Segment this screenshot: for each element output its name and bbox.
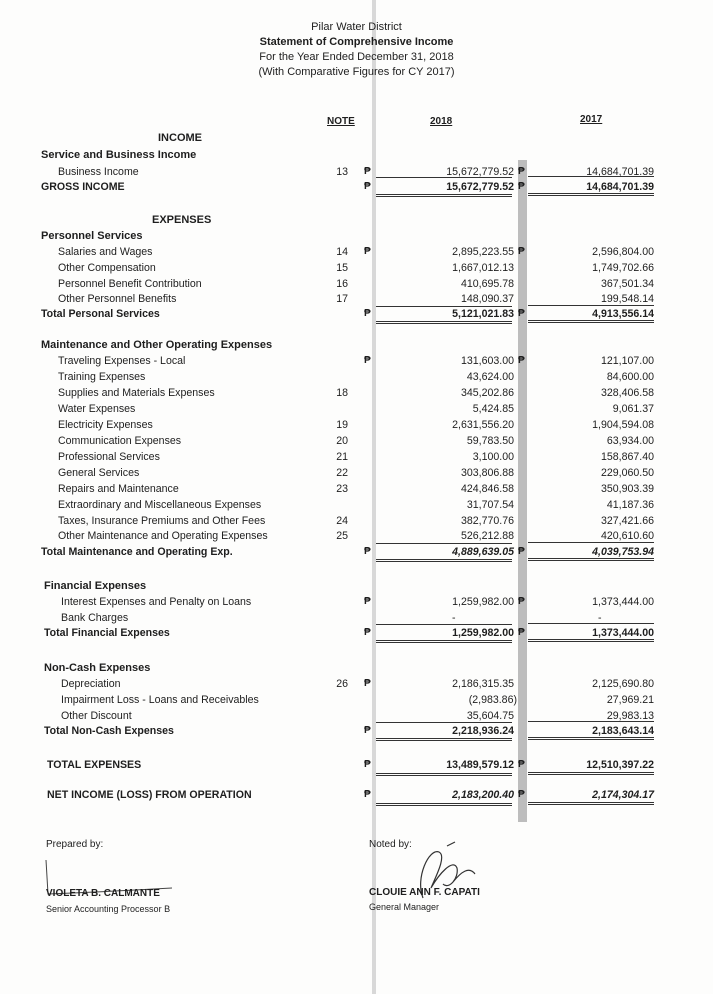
value-2017: 2,125,690.80 — [592, 678, 654, 690]
value-2017: 2,183,643.14 — [592, 725, 654, 737]
prepared-by-title: Senior Accounting Processor B — [46, 904, 171, 914]
peso-sign: ₱ — [364, 246, 371, 257]
row-label: Other Maintenance and Operating Expenses — [58, 530, 268, 542]
value-2017: 229,060.50 — [600, 467, 654, 479]
value-2018: (2,983.86) — [468, 694, 517, 706]
value-2017: 84,600.00 — [606, 371, 654, 383]
row-note: 16 — [336, 278, 348, 290]
value-2017: 4,913,556.14 — [592, 308, 654, 320]
table-row — [0, 262, 713, 277]
double-underline — [528, 193, 654, 196]
peso-sign: ₱ — [364, 759, 371, 770]
peso-sign: ₱ — [364, 166, 371, 177]
peso-sign: ₱ — [518, 759, 525, 770]
table-row — [0, 467, 713, 482]
statement-period: For the Year Ended December 31, 2018 — [259, 51, 454, 63]
value-2018: 4,889,639.05 — [452, 546, 514, 558]
underline — [376, 722, 512, 723]
value-2018: 148,090.37 — [460, 293, 514, 305]
table-row — [0, 419, 713, 434]
table-row — [0, 451, 713, 466]
value-2018: 2,895,223.55 — [452, 246, 514, 258]
value-2017: 63,934.00 — [606, 435, 654, 447]
noted-by-title: General Manager — [369, 902, 440, 912]
row-note: 20 — [336, 435, 348, 447]
dash-2018: - — [452, 612, 456, 624]
row-label: Water Expenses — [58, 403, 136, 415]
peso-sign: ₱ — [364, 627, 371, 638]
row-label: Interest Expenses and Penalty on Loans — [61, 596, 252, 608]
table-row — [0, 355, 713, 370]
row-label: Electricity Expenses — [58, 419, 153, 431]
value-2018: 526,212.88 — [460, 530, 514, 542]
underline — [528, 176, 654, 177]
peso-sign: ₱ — [364, 181, 371, 192]
peso-sign: ₱ — [364, 678, 371, 689]
value-2018: 345,202.86 — [460, 387, 514, 399]
row-label: Training Expenses — [58, 371, 146, 383]
value-2018: 35,604.75 — [466, 710, 514, 722]
financial-group: Financial Expenses — [44, 580, 147, 592]
underline — [376, 177, 512, 178]
row-note: 23 — [336, 483, 348, 495]
double-underline — [376, 773, 512, 776]
underline — [528, 305, 654, 306]
value-2018: 2,631,556.20 — [452, 419, 514, 431]
personnel-group: Personnel Services — [41, 230, 143, 242]
underline — [376, 306, 512, 307]
underline — [376, 624, 512, 625]
peso-sign: ₱ — [518, 789, 525, 800]
noncash-group: Non-Cash Expenses — [44, 662, 151, 674]
double-underline — [376, 321, 512, 324]
value-2017: 1,373,444.00 — [592, 596, 654, 608]
value-2018: 2,218,936.24 — [452, 725, 514, 737]
table-row — [0, 499, 713, 514]
value-2017: 350,903.39 — [600, 483, 654, 495]
value-2017: 1,373,444.00 — [592, 627, 654, 639]
value-2017: 29,983.13 — [606, 710, 654, 722]
expenses-heading: EXPENSES — [152, 214, 212, 226]
row-note: 19 — [336, 419, 348, 431]
table-row — [0, 166, 713, 181]
value-2018: 410,695.78 — [460, 278, 514, 290]
row-label: Impairment Loss - Loans and Receivables — [61, 694, 259, 706]
mooe-group: Maintenance and Other Operating Expenses — [41, 339, 273, 351]
value-2018: 31,707.54 — [466, 499, 514, 511]
row-label: Other Discount — [61, 710, 132, 722]
row-label: Salaries and Wages — [58, 246, 153, 258]
double-underline — [376, 738, 512, 741]
peso-sign: ₱ — [364, 596, 371, 607]
value-2017: 14,684,701.39 — [586, 166, 654, 178]
row-note: 14 — [336, 246, 348, 258]
peso-sign: ₱ — [364, 355, 371, 366]
value-2017: 328,406.58 — [600, 387, 654, 399]
row-label: Communication Expenses — [58, 435, 182, 447]
peso-sign: ₱ — [518, 596, 525, 607]
peso-sign: ₱ — [518, 355, 525, 366]
total-label: Total Maintenance and Operating Exp. — [41, 546, 233, 558]
value-2018: 43,624.00 — [466, 371, 514, 383]
table-row — [0, 278, 713, 293]
value-2018: 303,806.88 — [460, 467, 514, 479]
double-underline — [376, 803, 512, 806]
peso-sign: ₱ — [364, 546, 371, 557]
value-2018: 424,846.58 — [460, 483, 514, 495]
row-label: General Services — [58, 467, 140, 479]
value-2018: 1,667,012.13 — [452, 262, 514, 274]
peso-sign: ₱ — [518, 166, 525, 177]
table-row — [0, 596, 713, 611]
peso-sign: ₱ — [518, 627, 525, 638]
total-label: Total Non-Cash Expenses — [44, 725, 174, 737]
value-2017: 420,610.60 — [600, 530, 654, 542]
row-label: Taxes, Insurance Premiums and Other Fees — [58, 515, 266, 527]
value-2017: 1,749,702.66 — [592, 262, 654, 274]
value-2018: 59,783.50 — [466, 435, 514, 447]
row-note: 13 — [336, 166, 348, 178]
value-2018: 1,259,982.00 — [452, 627, 514, 639]
peso-sign: ₱ — [518, 246, 525, 257]
peso-sign: ₱ — [518, 181, 525, 192]
value-2017: 1,904,594.08 — [592, 419, 654, 431]
column-header-note: NOTE — [327, 116, 355, 127]
row-label: Other Personnel Benefits — [58, 293, 177, 305]
row-label: Repairs and Maintenance — [58, 483, 179, 495]
total-label: GROSS INCOME — [41, 181, 125, 193]
row-note: 24 — [336, 515, 348, 527]
row-note: 21 — [336, 451, 348, 463]
peso-sign: ₱ — [518, 546, 525, 557]
value-2017: 158,867.40 — [600, 451, 654, 463]
double-underline — [528, 639, 654, 642]
net-income-label: NET INCOME (LOSS) FROM OPERATION — [47, 789, 252, 801]
value-2018: 15,672,779.52 — [446, 166, 514, 178]
double-underline — [528, 802, 654, 805]
total-label: Total Financial Expenses — [44, 627, 170, 639]
value-2017: 14,684,701.39 — [586, 181, 654, 193]
row-label: Bank Charges — [61, 612, 129, 624]
value-2018: 1,259,982.00 — [452, 596, 514, 608]
value-2017: 199,548.14 — [600, 293, 654, 305]
row-label: Extraordinary and Miscellaneous Expenses — [58, 499, 262, 511]
value-2017: 12,510,397.22 — [586, 759, 654, 771]
table-row — [0, 246, 713, 261]
value-2017: 121,107.00 — [600, 355, 654, 367]
table-row — [0, 371, 713, 386]
double-underline — [528, 772, 654, 775]
value-2017: 2,174,304.17 — [592, 789, 654, 801]
statement-title: Statement of Comprehensive Income — [259, 36, 454, 48]
underline — [528, 623, 654, 624]
double-underline — [376, 559, 512, 562]
row-label: Business Income — [58, 166, 139, 178]
peso-sign: ₱ — [364, 308, 371, 319]
value-2017: 327,421.66 — [600, 515, 654, 527]
row-label: Depreciation — [61, 678, 121, 690]
row-label: Other Compensation — [58, 262, 156, 274]
table-row — [0, 403, 713, 418]
value-2018: 2,186,315.35 — [452, 678, 514, 690]
table-row — [0, 435, 713, 450]
peso-sign: ₱ — [518, 308, 525, 319]
statement-comparative: (With Comparative Figures for CY 2017) — [258, 66, 455, 78]
value-2018: 382,770.76 — [460, 515, 514, 527]
prepared-by-caption: Prepared by: — [46, 839, 104, 850]
double-underline — [376, 194, 512, 197]
row-note: 22 — [336, 467, 348, 479]
underline — [376, 543, 512, 544]
value-2017: 41,187.36 — [606, 499, 654, 511]
value-2017: 367,501.34 — [600, 278, 654, 290]
peso-sign: ₱ — [364, 725, 371, 736]
row-note: 26 — [336, 678, 348, 690]
table-row — [0, 483, 713, 498]
row-label: Supplies and Materials Expenses — [58, 387, 215, 399]
row-note: 15 — [336, 262, 348, 274]
table-row — [0, 387, 713, 402]
income-heading: INCOME — [158, 132, 202, 144]
peso-sign: ₱ — [364, 789, 371, 800]
value-2018: 2,183,200.40 — [452, 789, 514, 801]
row-label: Personnel Benefit Contribution — [58, 278, 202, 290]
table-row — [0, 694, 713, 709]
row-label: Traveling Expenses - Local — [58, 355, 186, 367]
table-row — [0, 515, 713, 530]
value-2018: 15,672,779.52 — [446, 181, 514, 193]
value-2017: 27,969.21 — [606, 694, 654, 706]
double-underline — [528, 737, 654, 740]
value-2018: 5,121,021.83 — [452, 308, 514, 320]
value-2018: 131,603.00 — [460, 355, 514, 367]
double-underline — [528, 320, 654, 323]
row-note: 18 — [336, 387, 348, 399]
table-row — [0, 710, 713, 725]
table-row — [0, 678, 713, 693]
income-group: Service and Business Income — [41, 149, 197, 161]
dash-2017: - — [598, 612, 602, 624]
noted-by-caption: Noted by: — [369, 839, 412, 850]
value-2018: 5,424.85 — [472, 403, 514, 415]
value-2018: 13,489,579.12 — [446, 759, 514, 771]
column-header-2017: 2017 — [580, 114, 603, 125]
total-label: TOTAL EXPENSES — [47, 759, 142, 771]
value-2017: 9,061.37 — [612, 403, 654, 415]
total-label: Total Personal Services — [41, 308, 160, 320]
prepared-by-name: VIOLETA B. CALMANTE — [46, 888, 160, 899]
row-note: 25 — [336, 530, 348, 542]
double-underline — [376, 640, 512, 643]
value-2017: 4,039,753.94 — [592, 546, 654, 558]
row-note: 17 — [336, 293, 348, 305]
value-2018: 3,100.00 — [472, 451, 514, 463]
underline — [528, 721, 654, 722]
row-label: Professional Services — [58, 451, 160, 463]
column-header-2018: 2018 — [430, 116, 453, 127]
double-underline — [528, 558, 654, 561]
noted-by-name: CLOUIE ANN F. CAPATI — [369, 887, 480, 898]
value-2017: 2,596,804.00 — [592, 246, 654, 258]
underline — [528, 542, 654, 543]
table-row — [0, 612, 713, 627]
entity-name: Pilar Water District — [311, 21, 402, 33]
